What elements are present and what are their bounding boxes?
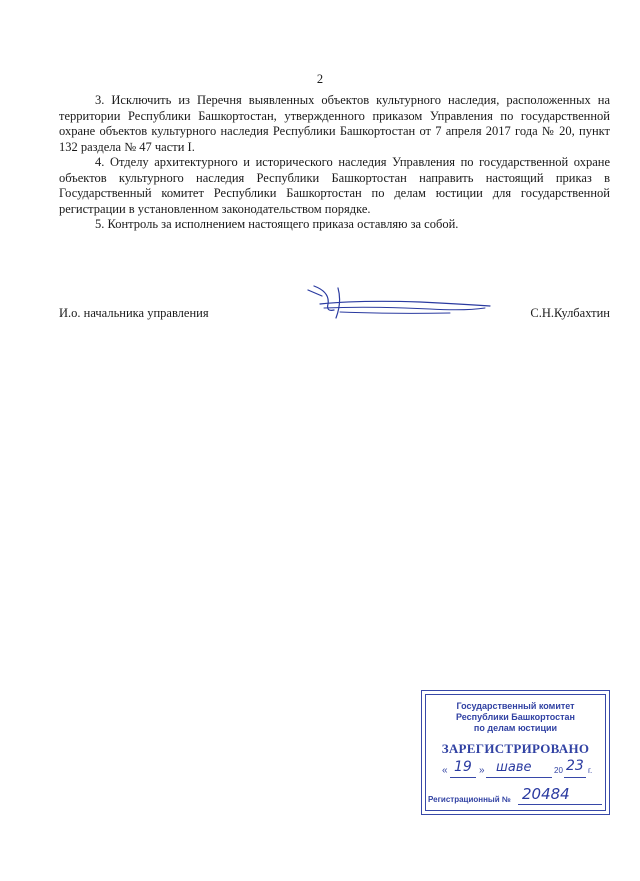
handwritten-signature	[300, 282, 500, 330]
stamp-line-3: по делам юстиции	[473, 723, 558, 733]
order-body	[59, 93, 610, 233]
signatory-name: С.Н.Кулбахтин	[530, 306, 610, 320]
date-year-prefix: 20	[554, 766, 563, 775]
date-month: шаве	[496, 760, 532, 775]
stamp-line-2: Республики Башкортостан	[456, 712, 575, 722]
date-year: 23	[566, 758, 584, 774]
date-year-unit: г.	[588, 766, 593, 775]
date-quote-open: «	[442, 765, 448, 776]
stamp-registered-title: ЗАРЕГИСТРИРОВАНО	[441, 741, 590, 756]
page-number: 2	[316, 72, 324, 86]
signatory-position: И.о. начальника управления	[59, 306, 209, 320]
paragraph-5: 5. Контроль за исполнением настоящего приказа оставляю за собой.	[95, 217, 459, 231]
stamp-date	[442, 758, 602, 783]
registration-number: 20484	[522, 785, 570, 803]
paragraph-3: 3. Исключить из Перечня выявленных объектов культурного наследия, расположенных на территории Республики Башкортостан, утвержденного приказом Управления по государственной охране объектов культурного наследия Республики Башкортостан от 7 апреля 2017 года № 20, пункт 132 раздела № 47 части I.	[59, 93, 610, 154]
date-quote-close: »	[479, 765, 485, 776]
date-day: 19	[454, 759, 472, 775]
stamp-line-1: Государственный комитет	[456, 701, 575, 711]
registration-stamp	[421, 690, 610, 815]
paragraph-4: 4. Отделу архитектурного и исторического наследия Управления по государственной охране объектов культурного наследия Республики Башкортостан направить настоящий приказ в Государственный комитет Республики Башкортостан по делам юстиции для государственной регистрации в установленном законодательством порядке.	[59, 155, 610, 216]
registration-label: Регистрационный №	[428, 795, 511, 804]
